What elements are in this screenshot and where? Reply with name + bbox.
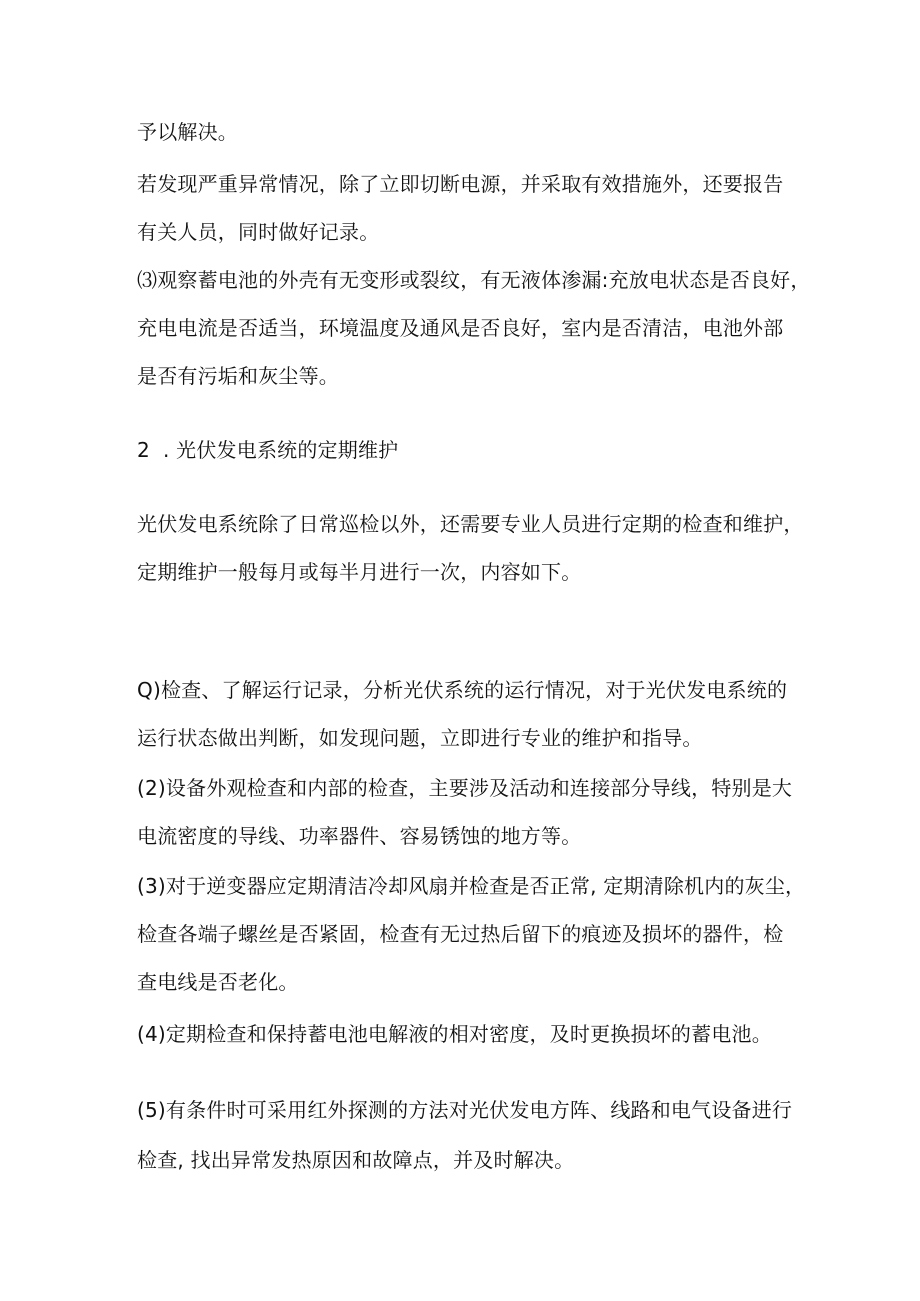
text-line: (4)定期检查和保持蓄电池电解液的相对密度，及时更换损坏的蓄电池。: [137, 1022, 772, 1046]
section-heading: 2 . 光伏发电系统的定期维护: [137, 438, 399, 462]
text-line: 查电线是否老化。: [137, 970, 299, 994]
text-line: 运行状态做出判断，如发现问题，立即进行专业的维护和指导。: [137, 726, 703, 750]
text-line: (3)对于逆变器应定期清洁冷却风扇并检查是否正常, 定期清除机内的灰尘，: [137, 874, 806, 898]
text-line: (2)设备外观检查和内部的检查，主要涉及活动和连接部分导线，特别是大: [137, 776, 793, 800]
text-line: 有关人员，同时做好记录。: [137, 220, 380, 244]
text-line: (5)有条件时可采用红外探测的方法对光伏发电方阵、线路和电气设备进行: [137, 1098, 793, 1122]
text-line: 检查, 找出异常发热原因和故障点，并及时解决。: [137, 1148, 575, 1172]
text-line: 光伏发电系统除了日常巡检以外，还需要专业人员进行定期的检查和维护，: [137, 512, 804, 536]
text-line: 检查各端子螺丝是否紧固，检查有无过热后留下的痕迹及损坏的器件，检: [137, 922, 784, 946]
text-line: ⑶观察蓄电池的外壳有无变形或裂纹，有无液体渗漏:充放电状态是否良好，: [137, 268, 811, 292]
text-line: Q)检查、了解运行记录，分析光伏系统的运行情况，对于光伏发电系统的: [137, 678, 788, 702]
text-line: 予以解决。: [137, 120, 238, 144]
text-line: 是否有污垢和灰尘等。: [137, 364, 339, 388]
text-line: 充电电流是否适当，环境温度及通风是否良好，室内是否清洁，电池外部: [137, 316, 784, 340]
text-line: 定期维护一般每月或每半月进行一次，内容如下。: [137, 560, 582, 584]
text-line: 电流密度的导线、功率器件、容易锈蚀的地方等。: [137, 824, 582, 848]
text-line: 若发现严重异常情况，除了立即切断电源，并采取有效措施外，还要报告: [137, 172, 784, 196]
